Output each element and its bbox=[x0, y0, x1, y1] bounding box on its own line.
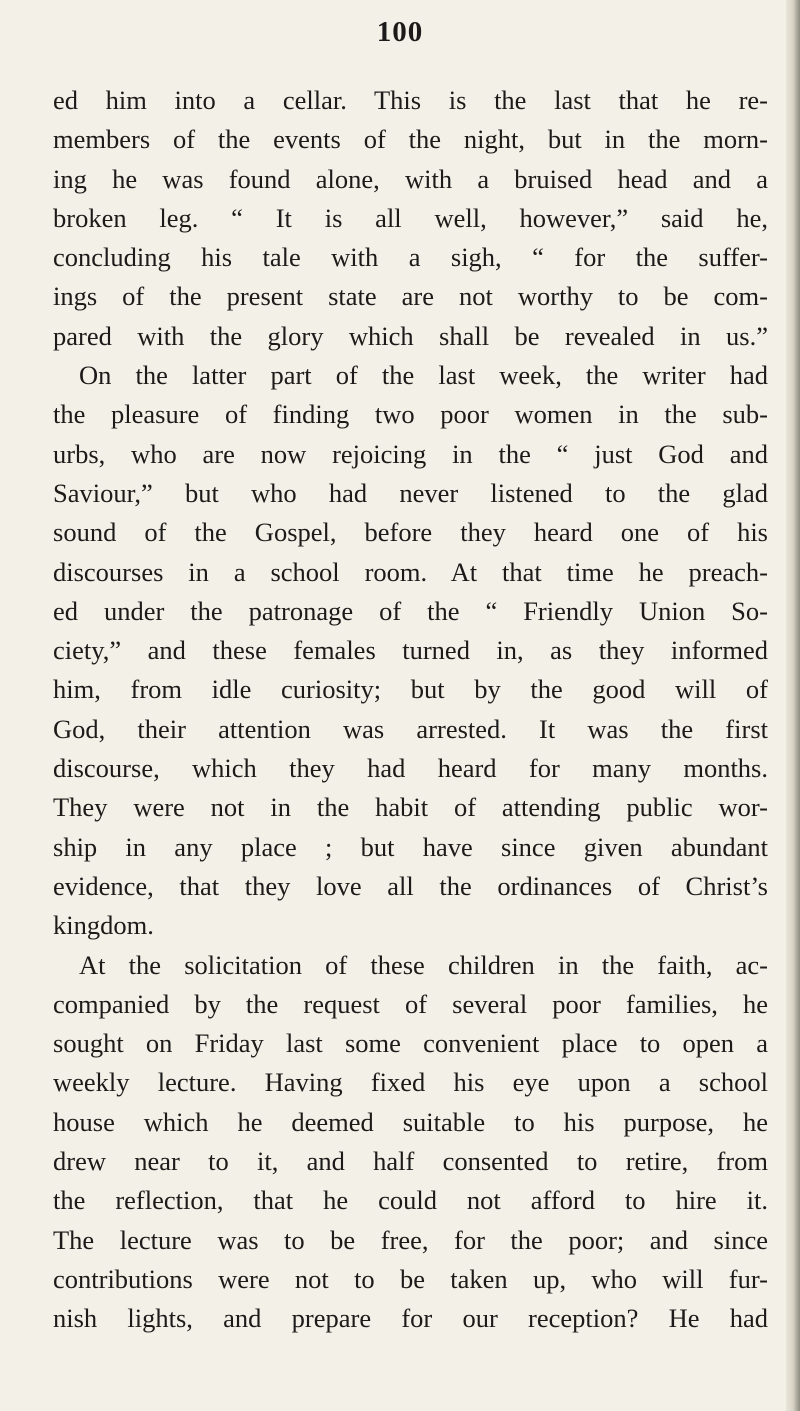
text-line: God, their attention was arrested. It was the first bbox=[53, 713, 768, 744]
text-line: concluding his tale with a sigh, “ for the suffer- bbox=[53, 242, 768, 273]
text-line: contributions were not to be taken up, who will fur- bbox=[53, 1263, 768, 1294]
text-line: ing he was found alone, with a bruised head and a bbox=[53, 163, 768, 194]
text-line: discourse, which they had heard for many months. bbox=[53, 753, 768, 784]
text-line: him, from idle curiosity; but by the good will of bbox=[53, 674, 768, 705]
text-line: weekly lecture. Having fixed his eye upon a school bbox=[53, 1067, 768, 1098]
text-line: At the solicitation of these children in the faith, ac- bbox=[79, 949, 768, 980]
text-line: Saviour,” but who had never listened to the glad bbox=[53, 477, 768, 508]
text-line: They were not in the habit of attending public wor- bbox=[53, 792, 768, 823]
text-line: The lecture was to be free, for the poor; and since bbox=[53, 1224, 768, 1255]
text-line: ed him into a cellar. This is the last that he re- bbox=[53, 85, 768, 115]
text-line: ed under the patronage of the “ Friendly Union So- bbox=[53, 595, 768, 626]
text-line: On the latter part of the last week, the writer had bbox=[79, 360, 768, 391]
text-line: pared with the glory which shall be revealed in us.” bbox=[53, 320, 768, 351]
text-line: ciety,” and these females turned in, as they informed bbox=[53, 635, 768, 666]
text-line: evidence, that they love all the ordinances of Christ’s bbox=[53, 870, 768, 901]
text-line: members of the events of the night, but in the morn- bbox=[53, 124, 768, 155]
text-line: the reflection, that he could not afford to hire it. bbox=[53, 1185, 768, 1216]
text-line: drew near to it, and half consented to retire, from bbox=[53, 1146, 768, 1177]
text-line: discourses in a school room. At that time he preach- bbox=[53, 556, 768, 587]
text-line: ings of the present state are not worthy to be com- bbox=[53, 281, 768, 312]
text-line: the pleasure of finding two poor women in the sub- bbox=[53, 399, 768, 430]
text-line: sought on Friday last some convenient place to open a bbox=[53, 1028, 768, 1059]
body-text bbox=[53, 81, 768, 1339]
text-line: urbs, who are now rejoicing in the “ just God and bbox=[53, 438, 768, 469]
text-line: broken leg. “ It is all well, however,” said he, bbox=[53, 202, 768, 233]
text-line: companied by the request of several poor families, he bbox=[53, 988, 768, 1019]
text-line: nish lights, and prepare for our reception? He had bbox=[53, 1303, 768, 1334]
page-edge-shadow bbox=[786, 0, 800, 1411]
text-line: kingdom. bbox=[53, 910, 154, 941]
page-number: 100 bbox=[376, 16, 424, 48]
text-line: sound of the Gospel, before they heard one of his bbox=[53, 517, 768, 548]
text-line: house which he deemed suitable to his purpose, he bbox=[53, 1106, 768, 1137]
text-line: ship in any place ; but have since given abundant bbox=[53, 831, 768, 862]
